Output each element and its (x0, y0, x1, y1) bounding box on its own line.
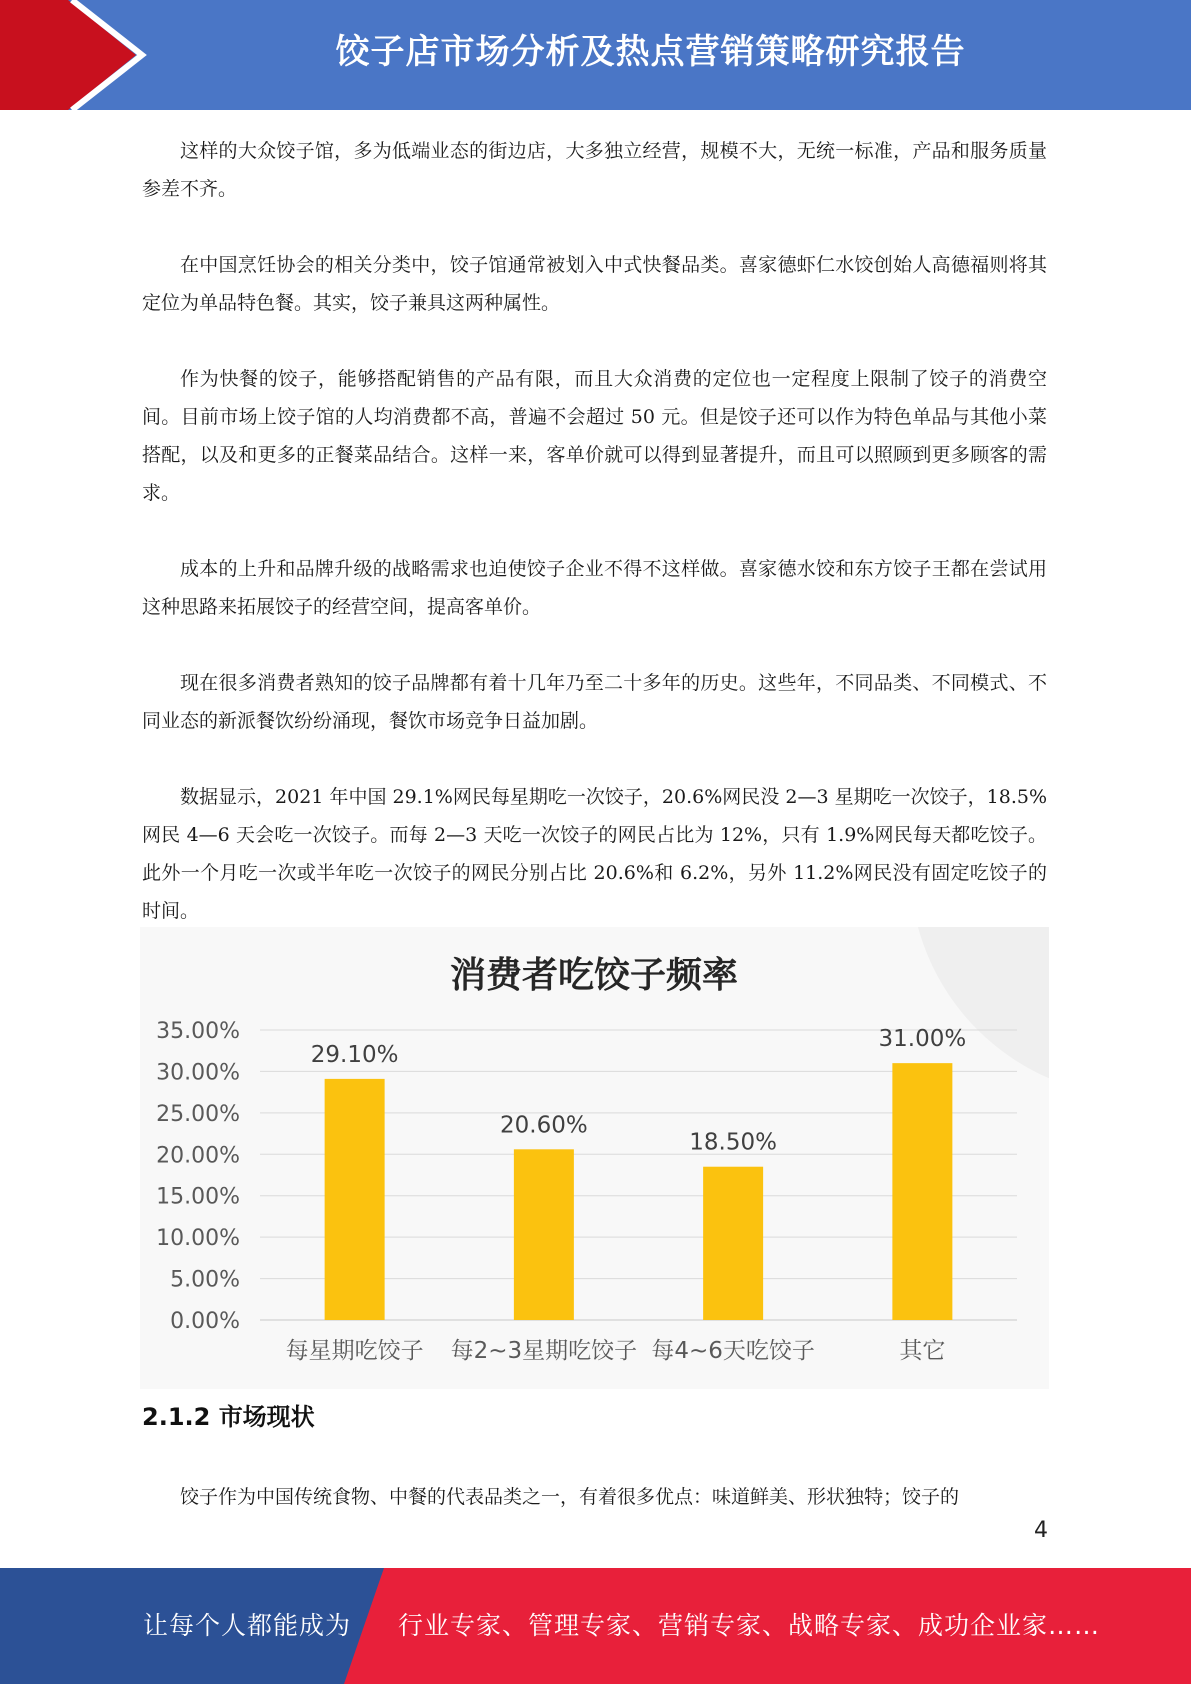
y-tick-label: 35.00% (156, 1019, 240, 1044)
category-label: 每2~3星期吃饺子 (450, 1338, 638, 1364)
grid-layer (156, 1019, 1017, 1334)
paragraph: 作为快餐的饺子，能够搭配销售的产品有限，而且大众消费的定位也一定程度上限制了饺子的消费空间。目前市场上饺子馆的人均消费都不高，普遍不会超过 50 元。但是饺子还可以作为特色单品与其他小菜搭配，以及和更多的正餐菜品结合。这样一来，客单价就可以得到显著提升，而且可以照顾到更多顾客的需求。 (142, 368, 1047, 504)
category-label: 每4~6天吃饺子 (651, 1338, 815, 1364)
chart-title: 消费者吃饺子频率 (449, 955, 739, 996)
y-tick-label: 30.00% (156, 1060, 240, 1086)
data-label: 29.10% (310, 1041, 399, 1068)
page-header (0, 0, 1191, 110)
footer-slogan-left: 让每个人都能成为 (143, 1611, 352, 1640)
section-heading: 2.1.2 市场现状 (142, 1403, 315, 1431)
data-label: 20.60% (500, 1112, 588, 1139)
y-tick-label: 20.00% (156, 1143, 240, 1169)
chart-svg (140, 927, 1049, 1389)
bar (514, 1149, 574, 1320)
report-title: 饺子店市场分析及热点营销策略研究报告 (335, 32, 966, 72)
paragraph: 数据显示，2021 年中国 29.1%网民每星期吃一次饺子，20.6%网民没 2—3 星期吃一次饺子，18.5%网民 4—6 天会吃一次饺子。而每 2—3 天吃一次饺子的网民占比为 12%，只有 1.9%网民每天都吃饺子。此外一个月吃一次或半年吃一次饺子的网民分别占比 20.6%和 6.2%，另外 11.2%网民没有固定吃饺子的时间。 (142, 786, 1047, 922)
y-tick-label: 10.00% (156, 1226, 240, 1252)
paragraph: 成本的上升和品牌升级的战略需求也迫使饺子企业不得不这样做。喜家德水饺和东方饺子王都在尝试用这种思路来拓展饺子的经营空间，提高客单价。 (142, 558, 1047, 618)
data-label: 18.50% (689, 1129, 777, 1156)
category-label: 每星期吃饺子 (285, 1338, 424, 1364)
footer-slogan-right: 行业专家、管理专家、营销专家、战略专家、成功企业家…… (398, 1611, 1101, 1640)
body-text (142, 132, 1047, 930)
y-tick-label: 15.00% (156, 1184, 240, 1210)
paragraph: 在中国烹饪协会的相关分类中，饺子馆通常被划入中式快餐品类。喜家德虾仁水饺创始人高德福则将其定位为单品特色餐。其实，饺子兼具这两种属性。 (142, 254, 1047, 314)
paragraph: 这样的大众饺子馆，多为低端业态的街边店，大多独立经营，规模不大，无统一标准，产品和服务质量参差不齐。 (142, 140, 1047, 200)
frequency-chart (140, 927, 1049, 1389)
bar-layer (286, 1026, 967, 1364)
bar (703, 1167, 763, 1320)
category-label: 其它 (899, 1338, 946, 1364)
page-number: 4 (1034, 1518, 1048, 1543)
paragraph: 现在很多消费者熟知的饺子品牌都有着十几年乃至二十多年的历史。这些年，不同品类、不同模式、不同业态的新派餐饮纷纷涌现，餐饮市场竞争日益加剧。 (142, 672, 1047, 732)
y-tick-label: 5.00% (170, 1267, 240, 1293)
y-tick-label: 25.00% (156, 1101, 240, 1127)
bar (892, 1063, 952, 1320)
data-label: 31.00% (878, 1026, 967, 1053)
page-footer (0, 1568, 1191, 1684)
y-tick-label: 0.00% (170, 1309, 240, 1334)
header-arrow-decoration (0, 0, 160, 110)
paragraph: 饺子作为中国传统食物、中餐的代表品类之一，有着很多优点：味道鲜美、形状独特；饺子的 (180, 1486, 960, 1508)
bar (325, 1079, 385, 1320)
